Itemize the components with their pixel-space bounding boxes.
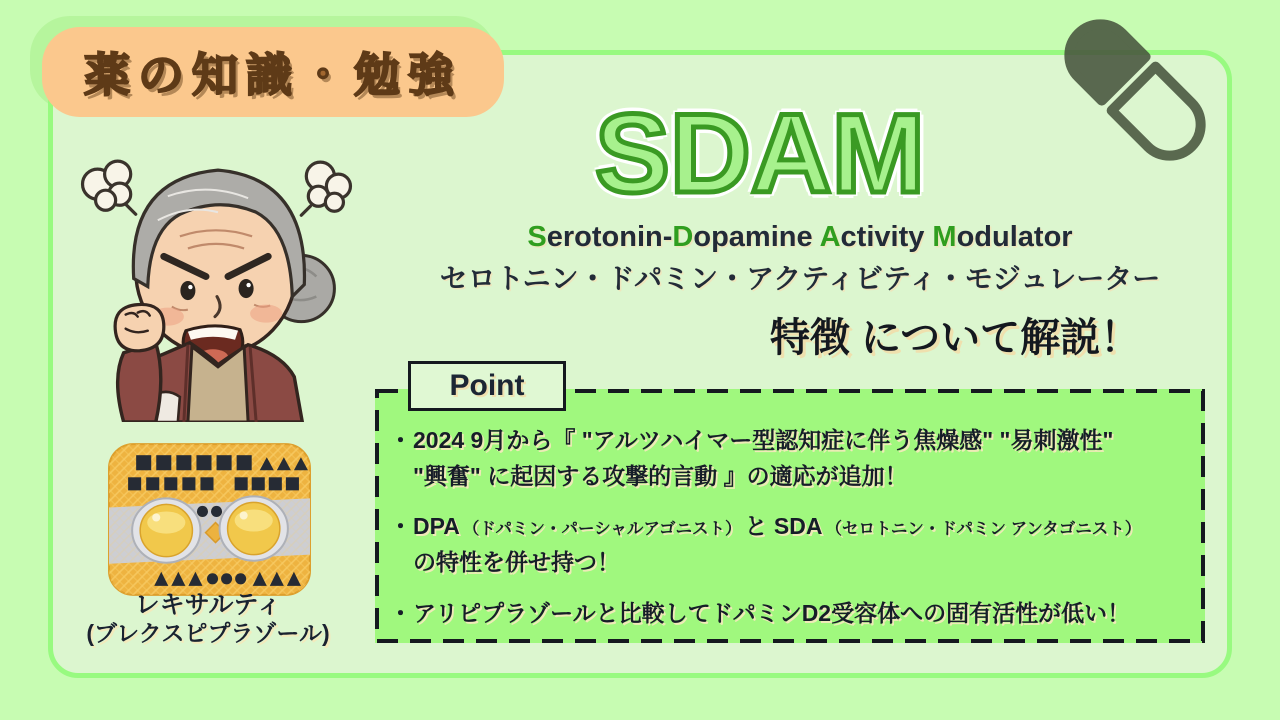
drug-generic-name: (ブレクスピプラゾール) — [86, 620, 330, 646]
bullet-text: DPA （ドパミン・パーシャルアゴニスト） と SDA （セロトニン・ドパミン アンタゴニスト） の特性を併せ持つ！ — [413, 513, 1142, 575]
capsule-icon — [1046, 8, 1224, 186]
subtitle-en-seg: D — [672, 221, 694, 253]
point-label — [408, 361, 566, 411]
pill-left — [132, 498, 200, 562]
bullet-marker: ・ — [389, 513, 412, 540]
subtitle-en-seg: ctivity — [840, 221, 933, 253]
subtitle-english — [420, 221, 1180, 254]
subtitle-japanese: セロトニン・ドパミン・アクティビティ・モジュレーター — [439, 263, 1161, 294]
subtitle-en-seg: M — [932, 221, 957, 253]
subtitle-en-seg: odulator — [956, 221, 1073, 253]
bullet-item-2 — [389, 509, 1189, 580]
fist — [115, 304, 164, 350]
subtitle-en-seg: erotonin- — [546, 221, 673, 253]
steam-puff-right — [301, 162, 350, 215]
steam-puff-left — [83, 161, 136, 214]
bullet-item-1 — [389, 423, 1189, 494]
bullet-marker: ・ — [389, 427, 412, 453]
pill-right — [220, 496, 288, 560]
bullet-text: アリピプラゾールと比較してドパミンD2受容体への固有活性が低い！ — [413, 599, 1131, 626]
bullet-marker: ・ — [389, 599, 412, 626]
point-box — [375, 389, 1205, 643]
bullet-item-3 — [389, 596, 1189, 632]
drug-brand-name: レキサルティ — [134, 591, 282, 619]
point-label-text: Point — [449, 369, 525, 402]
main-title: SDAM — [595, 91, 925, 216]
badge-label: 薬の知識・勉強 — [84, 49, 462, 101]
subtitle-en-seg: S — [527, 221, 547, 253]
knowledge-badge — [42, 27, 504, 117]
subtitle-en-seg: opamine — [693, 221, 820, 253]
blister-pack-illustration — [106, 441, 313, 598]
bullet-text: 2024 9月から『 "アルツハイマー型認知症に伴う焦燥感" "易刺激性" "興奮" に起因する攻撃的言動 』の適応が追加！ — [413, 427, 1114, 489]
tagline: 特徴 について解説！ — [769, 316, 1141, 360]
subtitle-en-seg: A — [819, 221, 841, 253]
angry-elderly-woman-illustration — [66, 136, 370, 422]
